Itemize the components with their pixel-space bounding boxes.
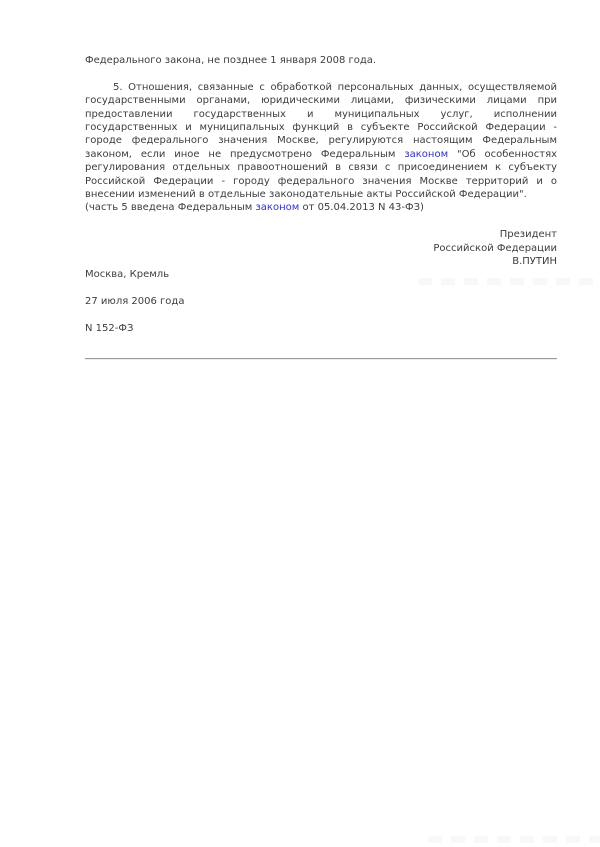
paragraph-5-text-before-link: 5. Отношения, связанные с обработкой персональных данных, осуществляемой государственными органами, юридическими лицами, физическими лицами при предоставлении государственных и муниципальных услуг, исполнении государственных и муниципальных функций в субъекте Российской Федерации - городе федерального значения Москве, регулируются настоящим Федеральным законом, если иное не предусмотрено Федеральным [85,81,557,160]
signature-name: В.ПУТИН [512,256,557,268]
law-hyperlink-1[interactable]: законом [404,148,449,160]
signing-place: Москва, Кремль [85,269,170,281]
signature-title-line-2: Российской Федерации [433,242,557,254]
document-number: N 152-ФЗ [85,323,134,335]
amendment-note [85,201,557,214]
faint-dash-marks-middle [418,278,600,285]
faint-dash-marks-bottom [428,836,600,843]
signature-title-line-1: Президент [499,229,557,241]
signature-block [85,228,557,268]
horizontal-divider [85,358,557,360]
amendment-note-text-after-link: от 05.04.2013 N 43-ФЗ) [299,202,424,214]
previous-paragraph-closing-line: Федерального закона, не позднее 1 января 2008 года. [85,55,377,66]
document-page [85,54,557,360]
amendment-note-text-before-link: (часть 5 введена Федеральным [85,202,256,214]
law-hyperlink-2[interactable]: законом [255,202,300,214]
paragraph-5-text-after-link: "Об особенностях регулирования отдельных правоотношений в связи с присоединением к субъекту Российской Федерации - городу федерального значения Москве территорий и о внесении изменений в отдельные законодательные акты Российской Федерации". [85,148,558,201]
paragraph-5 [85,81,557,202]
signing-date: 27 июля 2006 года [85,296,185,308]
